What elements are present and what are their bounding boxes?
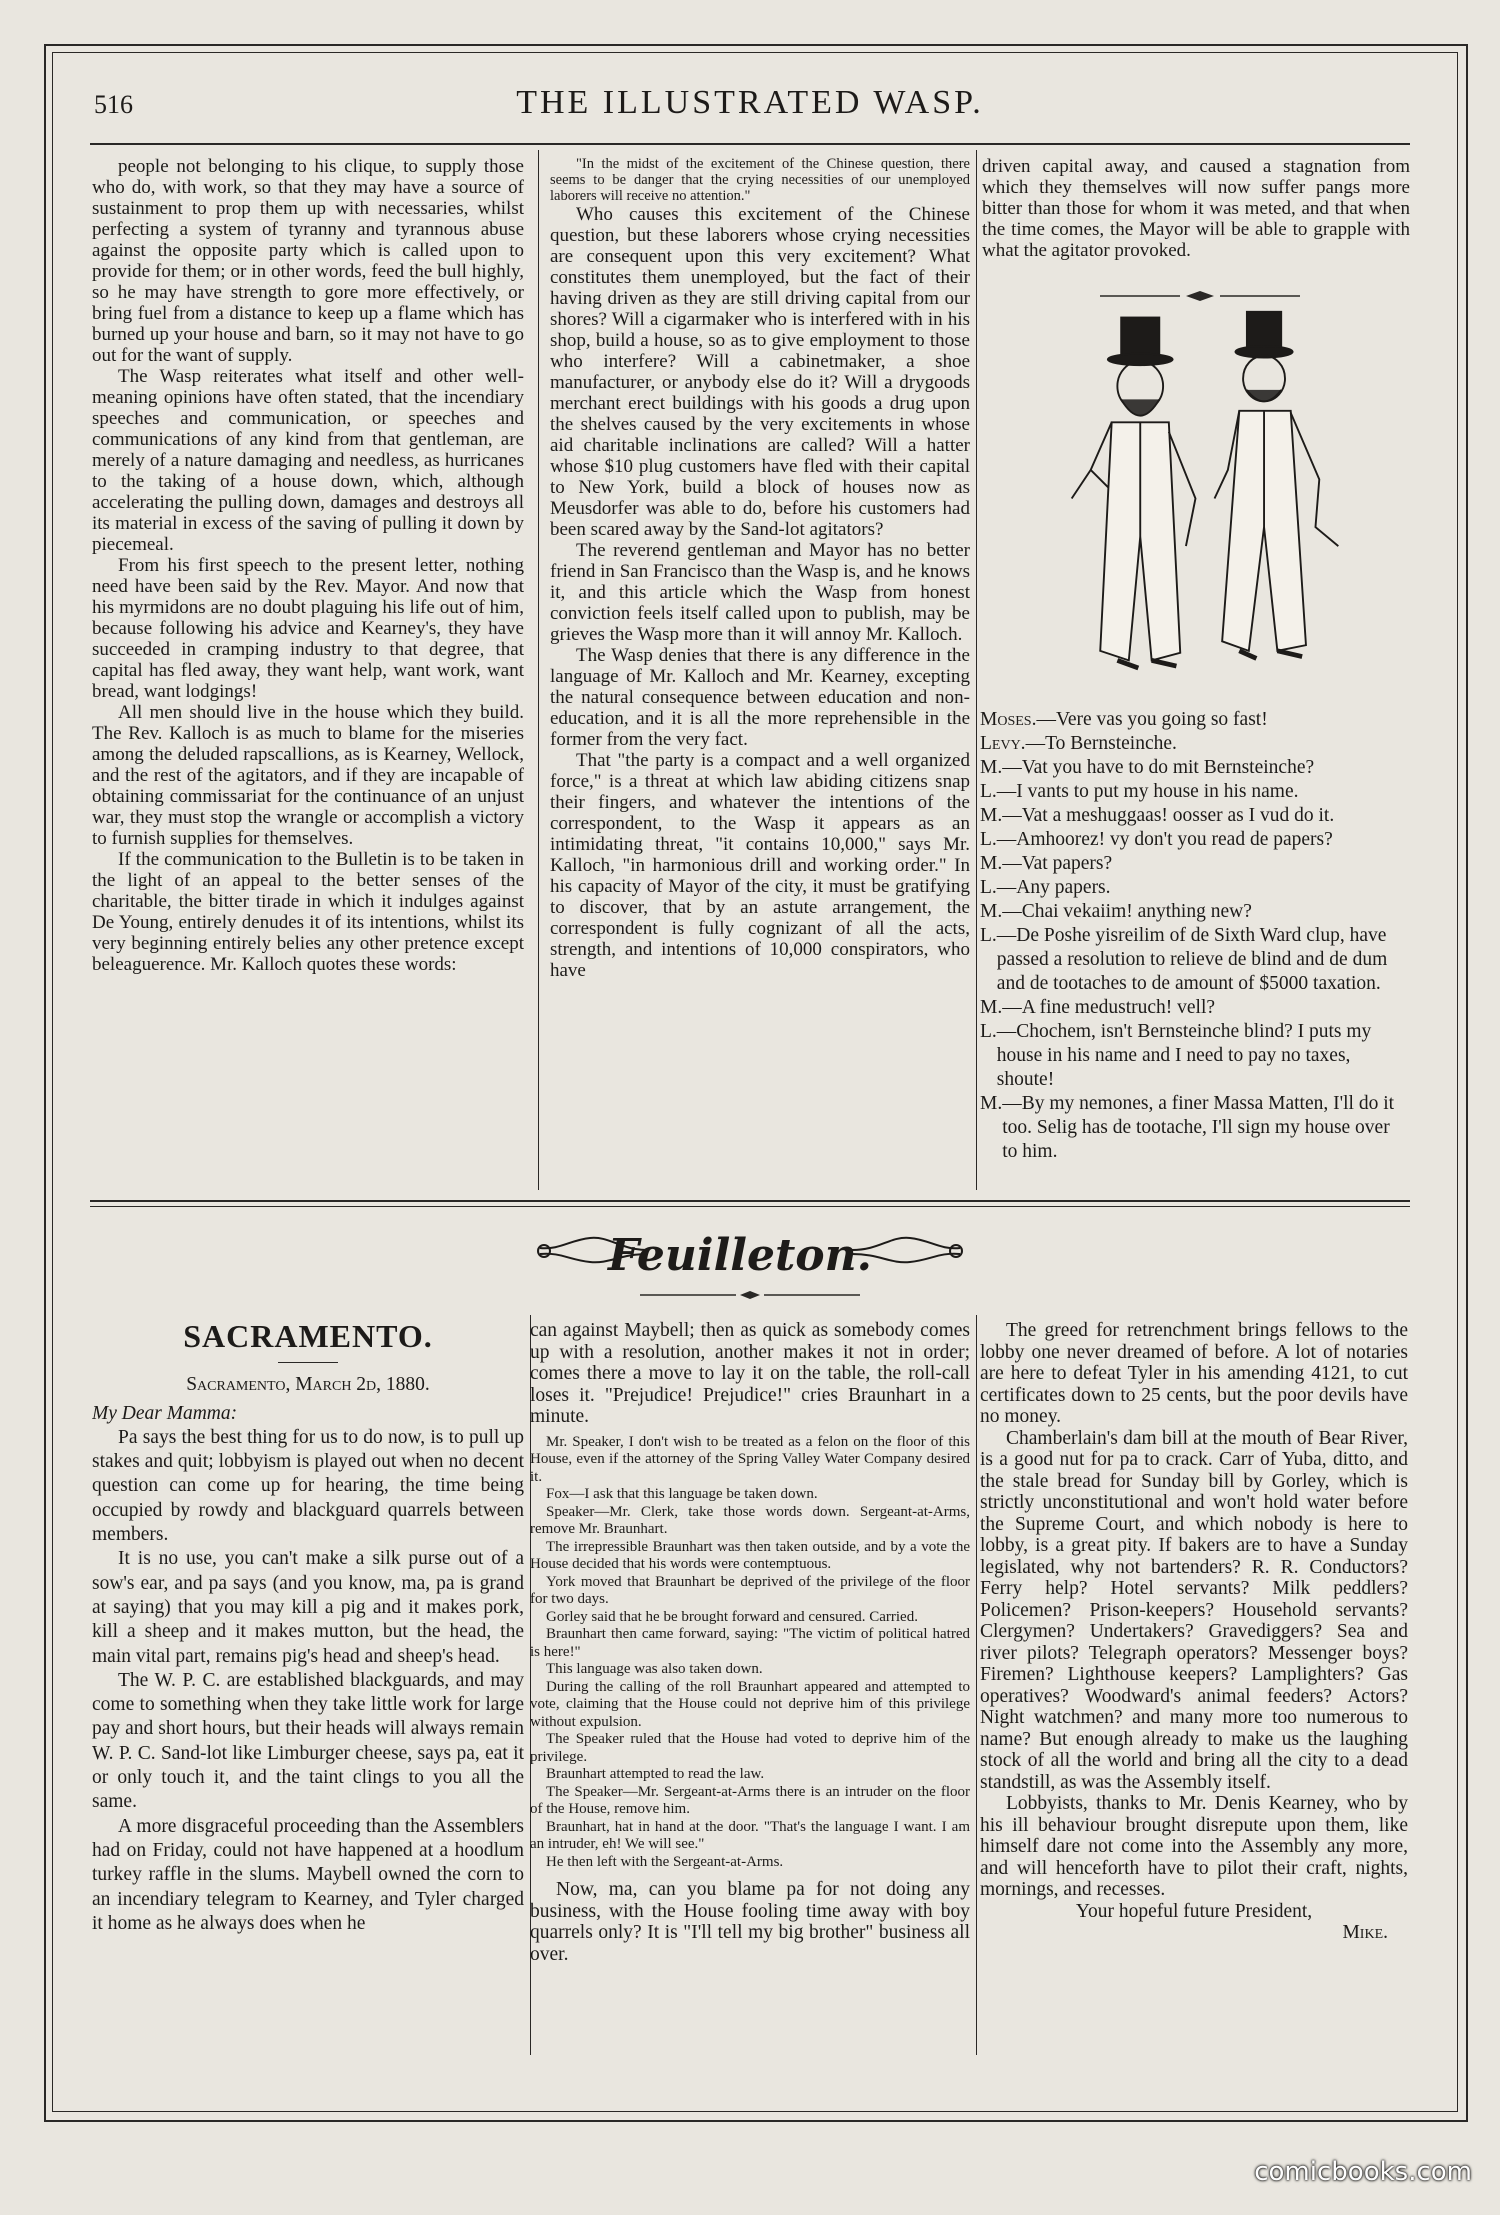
record-line: The Speaker ruled that the House had voted to deprive him of the privilege. xyxy=(530,1731,970,1765)
title-rule xyxy=(278,1362,338,1363)
article-paragraph: The Wasp reiterates what itself and other well-meaning opinions have often stated, that the incendiary speeches and communication, or speeches and communications of any kind from that gentleman, are merely of a nature damaging and needless, as hurricanes to the taking of a house down, which, although accelerating the pulling down, damages and destroys all its material in excess of the saving of pulling it down by piecemeal. xyxy=(92,366,524,555)
record-line: Braunhart attempted to read the law. xyxy=(546,1766,765,1782)
dialogue-block xyxy=(980,708,1408,1164)
speaker: L. xyxy=(980,877,997,898)
column-divider xyxy=(976,1315,977,2055)
dialogue-line xyxy=(980,828,1408,852)
speech: —I vants to put my house in his name. xyxy=(996,781,1299,802)
speaker: M. xyxy=(980,901,1003,922)
column-2-closing: Now, ma, can you blame pa for not doing any business, with the House fooling time away with boy quarrels only? It is "I'll tell my big brother" business all over. xyxy=(530,1879,970,1965)
record-line: York moved that Braunhart be deprived of the privilege of the floor for two days. xyxy=(530,1573,970,1607)
speech: —Amhoorez! vy don't you read de papers? xyxy=(996,829,1333,850)
speech: —Vat a meshuggaas! oosser as I vud do it. xyxy=(1002,805,1335,826)
dialogue-line xyxy=(980,780,1408,804)
feuilleton-column-1 xyxy=(92,1320,524,2060)
publication-title: THE ILLUSTRATED WASP. xyxy=(516,84,984,121)
speech: —Vat you have to do mit Bernsteinche? xyxy=(1002,757,1315,778)
record-line: This language was also taken down. xyxy=(546,1661,763,1677)
speaker: M. xyxy=(980,853,1003,874)
record-line: The Speaker—Mr. Sergeant-at-Arms there is an intruder on the floor of the House, remove him. xyxy=(530,1783,970,1817)
dialogue-line xyxy=(980,924,1408,996)
feuilleton-column-3 xyxy=(980,1320,1408,2060)
article-paragraph: That "the party is a compact and a well organized force," is a threat at which law abiding citizens snap their fingers, and whatever the intentions of the correspondent, to the Wasp it appears as an intimidating threat, "it contains 10,000," says Mr. Kalloch, "in harmonious drill and working order." In his capacity of Mayor of the city, it must be gratifying to discover, that by an astute arrangement, the correspondent is fully cognizant of all the acts, strength, and intentions of 10,000 conspirators, who have xyxy=(550,750,970,981)
speech: —To Bernsteinche. xyxy=(1025,733,1177,754)
record-line: Gorley said that he be brought forward and censured. Carried. xyxy=(546,1608,918,1625)
record-line: He then left with the Sergeant-at-Arms. xyxy=(546,1853,784,1870)
section-rule xyxy=(90,1206,1410,1207)
article-paragraph: If the communication to the Bulletin is to be taken in the light of an appeal to the better senses of the charitable, the bitter tirade in which it indulges against De Young, entirely denudes it of its intentions, whilst its very beginning entirely belies any other pretence except beleaguerence. Mr. Kalloch quotes these words: xyxy=(92,849,524,975)
dialogue-line xyxy=(980,708,1408,732)
salutation: My Dear Mamma: xyxy=(92,1402,238,1424)
speaker: L. xyxy=(980,925,997,946)
letter-paragraph: A more disgraceful proceeding than the Assemblers had on Friday, could not have happened at a hoodlum turkey raffle in the slums. Maybell owned the corn to an incendiary telegram to Kearney, and Tyler charged it home as he always does when he xyxy=(92,1815,524,1934)
watermark: comicbooks.com xyxy=(1254,2157,1472,2187)
record-line: Mr. Speaker, I don't wish to be treated as a felon on the floor of this House, even if the attorney of the Spring Valley Water Company desired it. xyxy=(530,1433,970,1485)
speech: —De Poshe yisreilim of de Sixth Ward clup, have passed a resolution to relieve de blind and de dum and de tootaches to de amount of $5000 taxation. xyxy=(996,925,1388,994)
dialogue-line xyxy=(980,876,1408,900)
quoted-passage: "In the midst of the excitement of the Chinese question, there seems to be danger that the crying necessities of our unemployed laborers will receive no attention." xyxy=(550,156,970,204)
speaker: Moses. xyxy=(980,709,1037,730)
speech: —By my nemones, a finer Massa Matten, I'll do it too. Selig has de tootache, I'll sign my house over to him. xyxy=(1002,1093,1395,1162)
column-3-intro: driven capital away, and caused a stagnation from which they themselves will now suffer pangs more bitter than those for whom it was meted, and that when the time comes, the Mayor will be able to grapple with what the agitator provoked. xyxy=(982,156,1410,261)
article-paragraph: Who causes this excitement of the Chinese question, but these laborers whose crying necessities are consequent upon this very excitement? What constitutes them unemployed, but the fact of their having driven as they are still driving capital from our shores? Will a cigarmaker who is interfered with in his shop, build a house, so as to give employment to those who interfere? Will a cabinetmaker, a shoe manufacturer, or anybody else do it? Will a drygoods merchant erect buildings with his goods a drug upon the shelves caused by the very excitements in whose aid charitable inclinations are called? Will a hatter whose $10 plug customers have fled with their capital to New York, build a block of houses now as Meusdorfer was able to do, before his customers had been scared away by the Sand-lot agitators? xyxy=(550,204,970,540)
column-divider xyxy=(976,150,977,1190)
article-column-3 xyxy=(982,156,1410,286)
dateline: Sacramento, March 2d, 1880. xyxy=(186,1374,430,1396)
speaker: M. xyxy=(980,757,1003,778)
feuilleton-column-2 xyxy=(530,1320,970,2060)
speech: —Vere vas you going so fast! xyxy=(1036,709,1268,730)
section-rule xyxy=(90,1200,1410,1202)
speaker: Levy. xyxy=(980,733,1026,754)
signature: Mike. xyxy=(1342,1922,1388,1943)
dialogue-line xyxy=(980,900,1408,924)
article-paragraph: The Wasp denies that there is any difference in the language of Mr. Kalloch and Mr. Kearney, excepting the natural consequence between education and non-education, and it is all the more reprehensible in the former from the very fact. xyxy=(550,645,970,750)
speaker: M. xyxy=(980,997,1003,1018)
record-line: Braunhart then came forward, saying: "The victim of political hatred is here!" xyxy=(530,1626,970,1660)
feuilleton-heading: Feuilleton. xyxy=(608,1230,872,1281)
dialogue-line xyxy=(980,756,1408,780)
speech: —Any papers. xyxy=(996,877,1111,898)
letter-paragraph: The greed for retrenchment brings fellows to the lobby one never dreamed of before. A lot of notaries are here to defeat Tyler in his amending 4121, to cut certificates down to 25 cents, but the poor devils have no money. xyxy=(980,1320,1408,1427)
letter-paragraph: The W. P. C. are established blackguards, and may come to something when they take little work for large pay and short hours, but their heads will always remain W. P. C. Sand-lot like Limburger cheese, says pa, eat it or only touch it, and the taint clings to you all the same. xyxy=(92,1669,524,1813)
dialogue-line xyxy=(980,732,1408,756)
article-paragraph: people not belonging to his clique, to supply those who do, with work, so that they may have a source of sustainment to prop them up with necessaries, whilst perfecting a system of tyranny and tyrannous abuse against the opposite party which is called upon to provide for them; or in other words, feed the bull highly, so he may have strength to gore more effectively, or bring fuel from a distance to keep up a flame which has burned up your house and barn, so it may not have to go out for the want of supply. xyxy=(92,156,524,366)
speaker: L. xyxy=(980,829,997,850)
article-paragraph: The reverend gentleman and Mayor has no better friend in San Francisco than the Wasp is, and he knows it, and this article which the Wasp from honest conviction feels itself called upon to publish, may be grieves the Wasp more than it will annoy Mr. Kalloch. xyxy=(550,540,970,645)
speaker: L. xyxy=(980,781,997,802)
cartoon-illustration xyxy=(1045,308,1365,708)
record-line: The irrepressible Braunhart was then taken outside, and by a vote the House decided that his words were contemptuous. xyxy=(530,1538,970,1572)
speaker: L. xyxy=(980,1021,997,1042)
record-line: Braunhart, hat in hand at the door. "That's the language I want. I am an intruder, eh! We will see." xyxy=(530,1818,970,1852)
dialogue-line xyxy=(980,804,1408,828)
article-column-1 xyxy=(92,156,524,1190)
speech: —Vat papers? xyxy=(1002,853,1113,874)
speech: —Chai vekaiim! anything new? xyxy=(1002,901,1252,922)
speaker: M. xyxy=(980,805,1003,826)
speech: —A fine medustruch! vell? xyxy=(1002,997,1216,1018)
article-column-2 xyxy=(550,156,970,1190)
letter-paragraph: Chamberlain's dam bill at the mouth of Bear River, is a good nut for pa to crack. Carr of Yuba, ditto, and the stale bread for Sunday bill by Gorley, which is strictly unconstitutional and won't hold water before the Supreme Court, and which nobody is here to lobby, is a great pity. If bakers are to have a Sunday legislated, why not bartenders? R. R. Conductors? Ferry help? Hotel servants? Milk peddlers? Policemen? Prison-keepers? Household servants? Clergymen? Undertakers? Gravediggers? Sea and river pilots? Telegraph operators? Messenger boys? Firemen? Lighthouse keepers? Lamplighters? Gas operatives? Woodward's animal feeders? Actors? Night watchmen? and many more too numerous to name? But enough already to make us the laughing stock of all the world and bring all the city to a dead standstill, as was the Assembly itself. xyxy=(980,1427,1408,1793)
dialogue-line xyxy=(980,996,1408,1020)
legislative-record xyxy=(530,1434,970,1872)
dialogue-line xyxy=(980,1092,1408,1164)
record-line: Speaker—Mr. Clerk, take those words down. Sergeant-at-Arms, remove Mr. Braunhart. xyxy=(530,1503,970,1537)
page-number: 516 xyxy=(94,90,133,119)
column-2-intro: can against Maybell; then as quick as somebody comes up with a resolution, another makes it not in order; comes there a move to lay it on the table, the roll-call loses it. "Prejudice! Prejudice!" cries Braunhart in a minute. xyxy=(530,1320,970,1427)
record-line: Fox—I ask that this language be taken down. xyxy=(546,1486,818,1502)
record-line: During the calling of the roll Braunhart appeared and attempted to vote, claiming that the House could not deprive him of this privilege without expulsion. xyxy=(530,1678,970,1730)
column-divider xyxy=(538,150,539,1190)
ornament-divider xyxy=(640,1290,860,1300)
letter-paragraph: Lobbyists, thanks to Mr. Denis Kearney, who by his ill behaviour brought disrepute upon them, like himself dare not come into the Assembly any more, and will henceforth have to pilot their craft, nights, mornings, and recesses. xyxy=(980,1793,1408,1900)
speaker: M. xyxy=(980,1093,1003,1114)
article-paragraph: All men should live in the house which they build. The Rev. Kalloch is as much to blame for the miseries among the deluded rapscallions, as is Kearney, Wellock, and the rest of the agitators, and if they are incapable of obtaining commissariat for the continuance of an unjust war, they must stop the wrangle or accomplish a victory to furnish supplies for themselves. xyxy=(92,702,524,849)
letter-paragraph: It is no use, you can't make a silk purse out of a sow's ear, and pa says (and you know, ma, pa is grand at saying) that you may kill a pig and it makes pork, kill a sheep and it makes mutton, but the head, the main vital part, remains pig's head and sheep's head. xyxy=(92,1548,524,1667)
closing-line: Your hopeful future President, xyxy=(1075,1900,1313,1922)
letter-paragraph: Pa says the best thing for us to do now, is to pull up stakes and quit; lobbyism is played out when no decent question can come up for hearing, the time being occupied by rowdy and blackguard quarrels between members. xyxy=(92,1426,524,1546)
flourish-right-icon xyxy=(850,1228,970,1272)
ornament-divider xyxy=(1100,290,1300,302)
speech: —Chochem, isn't Bernsteinche blind? I puts my house in his name and I need to pay no taxes, shoute! xyxy=(996,1021,1372,1090)
section-title: SACRAMENTO. xyxy=(183,1320,433,1354)
dialogue-line xyxy=(980,852,1408,876)
header-rule xyxy=(90,143,1410,145)
page-header xyxy=(70,70,1430,130)
article-paragraph: From his first speech to the present letter, nothing need have been said by the Rev. Mayor. And now that his myrmidons are no doubt plaguing his life out of him, because following his advice and Kearney's, they have succeeded in cramping industry to that degree, that capital has fled away, they want help, want work, want bread, want lodgings! xyxy=(92,555,524,702)
dialogue-line xyxy=(980,1020,1408,1092)
